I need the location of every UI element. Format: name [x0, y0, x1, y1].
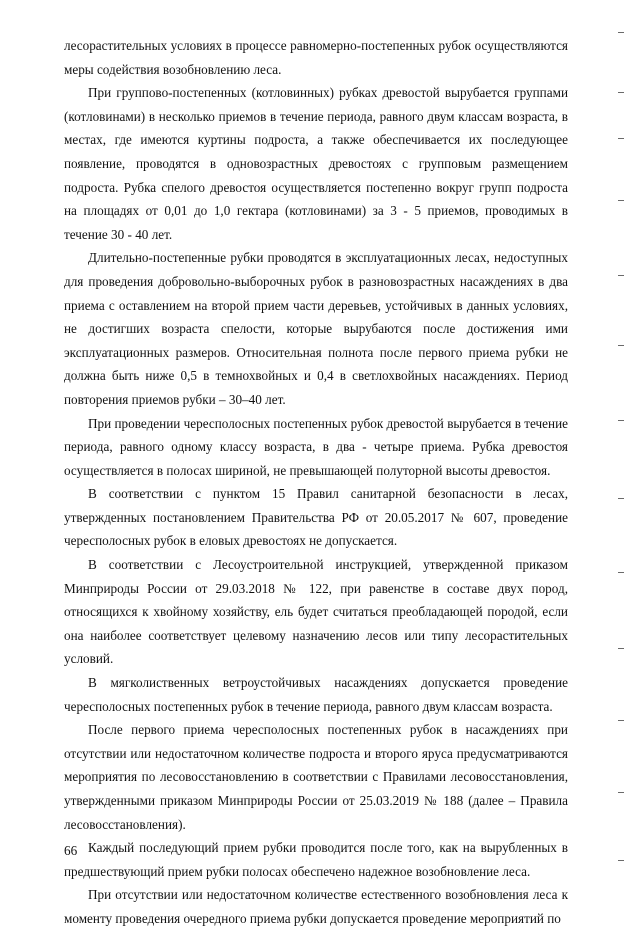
scan-edge-marks	[618, 20, 632, 890]
edge-mark	[618, 92, 624, 93]
paragraph-4: При проведении чересполосных постепенных рубок древостой вырубается в течение периода, равного одному классу возраста, в два - четыре приема. Рубка древостоя осуществляется в полосах шириной, не превышающей полуторной высоты древостоя.	[64, 415, 568, 478]
edge-mark	[618, 345, 624, 346]
paragraph-9: Каждый последующий прием рубки проводится после того, как на вырубленных в предшествующий прием рубки полосах обеспечено надежное возобновление леса.	[64, 840, 568, 879]
edge-mark	[618, 572, 624, 573]
paragraph-7: В мягколиственных ветроустойчивых насаждениях допускается проведение чересполосных постепенных рубок в течение периода, равного двум классам возраста.	[64, 675, 568, 714]
edge-mark	[618, 720, 624, 721]
page-number: 66	[64, 843, 78, 858]
paragraph-3: Длительно-постепенные рубки проводятся в эксплуатационных лесах, недоступных для проведения добровольно-выборочных рубок в разновозрастных насаждениях в два приема с оставлением на второй прием части деревьев, устойчивых в данных условиях, не достигших возраста спелости, которые вырубаются после достижения ими эксплуатационных размеров. Относительная полнота после первого приема рубки не должна быть ниже 0,5 в темнохвойных и 0,4 в светлохвойных насаждениях. Период повторения приемов рубки – 30–40 лет.	[64, 250, 568, 407]
edge-mark	[618, 32, 624, 33]
paragraph-6: В соответствии с Лесоустроительной инструкцией, утвержденной приказом Минприроды России от 29.03.2018 № 122, при равенстве в составе двух пород, относящихся к хвойному хозяйству, ель будет считаться преобладающей породой, если она наиболее соответствует целевому назначению лесов или типу лесорастительных условий.	[64, 557, 568, 667]
edge-mark	[618, 420, 624, 421]
edge-mark	[618, 275, 624, 276]
body-text	[64, 34, 568, 931]
edge-mark	[618, 498, 624, 499]
edge-mark	[618, 860, 624, 861]
paragraph-1: лесорастительных условиях в процессе равномерно-постепенных рубок осуществляются меры содействия возобновлению леса.	[64, 38, 568, 77]
paragraph-8: После первого приема чересполосных постепенных рубок в насаждениях при отсутствии или недостаточном количестве подроста и второго яруса предусматриваются мероприятия по лесовосстановлению в соответствии с Правилами лесовосстановления, утвержденными приказом Минприроды России от 25.03.2019 № 188 (далее – Правила лесовосстановления).	[64, 722, 568, 832]
paragraph-5: В соответствии с пунктом 15 Правил санитарной безопасности в лесах, утвержденных постановлением Правительства РФ от 20.05.2017 № 607, проведение чересполосных рубок в еловых древостоях не допускается.	[64, 486, 568, 549]
edge-mark	[618, 138, 624, 139]
edge-mark	[618, 200, 624, 201]
paragraph-10: При отсутствии или недостаточном количестве естественного возобновления леса к моменту проведения очередного приема рубки допускается проведение мероприятий по	[64, 887, 568, 926]
edge-mark	[618, 648, 624, 649]
edge-mark	[618, 792, 624, 793]
paragraph-2: При группово-постепенных (котловинных) рубках древостой вырубается группами (котловинами) в несколько приемов в течение периода, равного двум классам возраста, в местах, где имеются куртины подроста, а также обеспечивается их последующее появление, проводятся в одновозрастных древостоях с групповым размещением подроста. Рубка спелого древостоя осуществляется постепенно вокруг групп подроста на площадях от 0,01 до 1,0 гектара (котловинами) за 3 - 5 приемов, проводимых в течение 30 - 40 лет.	[64, 85, 568, 242]
